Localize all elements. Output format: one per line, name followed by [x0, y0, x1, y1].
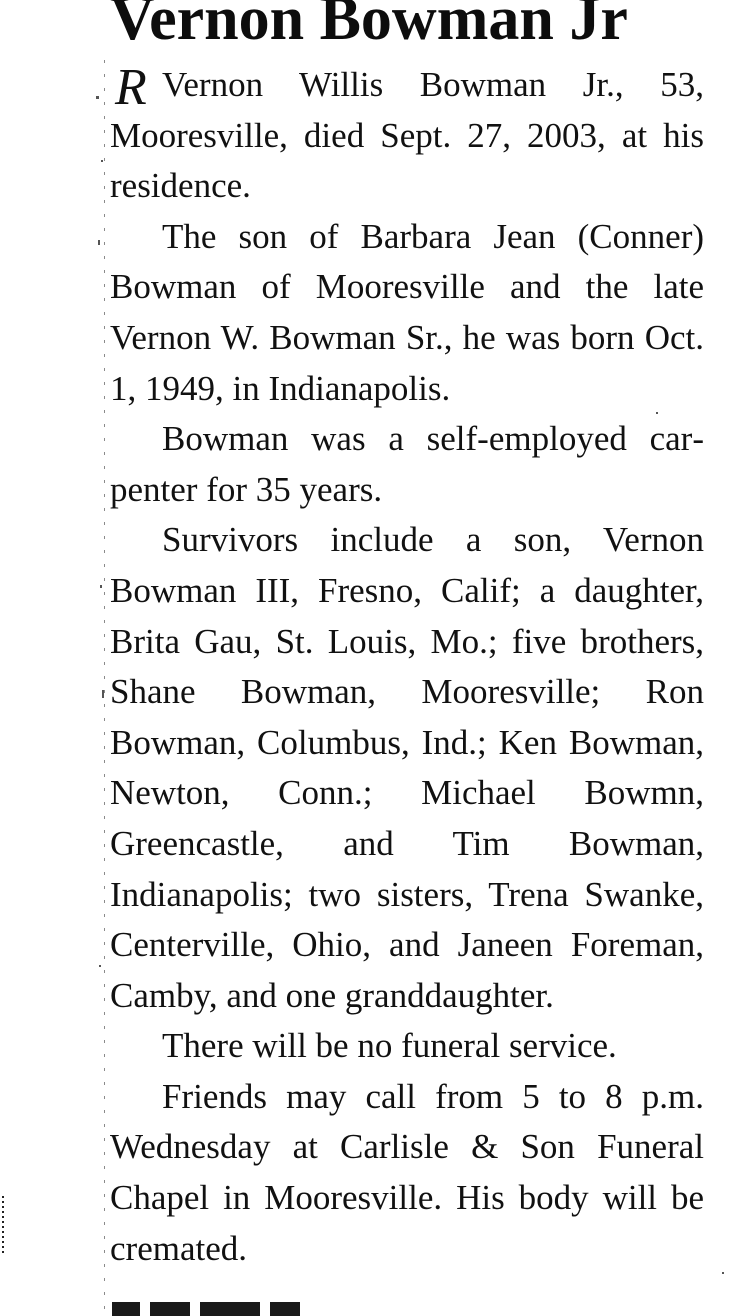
obituary-paragraph-death: Vernon Willis Bowman Jr., 53, Mooresville, died Sept. 27, 2003, at his residence. — [110, 65, 704, 206]
scan-margin-mark — [2, 1196, 4, 1256]
scan-speck — [101, 160, 103, 162]
scan-speck — [99, 965, 101, 967]
obituary-column — [110, 0, 704, 1274]
obituary-paragraph-service: There will be no funeral service. — [162, 1026, 617, 1066]
scan-fold-line — [104, 60, 105, 1310]
obituary-paragraph-career: Bowman was a self-employed carpenter for 35 years. — [110, 419, 704, 509]
handwritten-mark: R — [115, 59, 147, 116]
next-headline-fragment — [112, 1300, 412, 1316]
obituary-paragraph-survivors: Survivors include a son, Vernon Bowman III, Fresno, Calif; a daughter, Brita Gau, St. Louis, Mo.; five brothers, Shane Bowman, Mooresville; Ron Bowman, Columbus, Ind.; Ken Bowman, Newton, Conn.; Michael Bowmn, Greencastle, and Tim Bowman, Indianapolis; two sisters, Trena Swanke, Centerville, Ohio, and Janeen Foreman, Camby, and one granddaughter. — [110, 520, 704, 1015]
obituary-paragraph-visitation: Friends may call from 5 to 8 p.m. Wednesday at Carlisle & Son Funeral Chapel in Mooresville. His body will be cremated. — [110, 1076, 704, 1268]
scan-speck — [656, 412, 658, 414]
scan-speck — [102, 690, 104, 698]
scan-speck — [98, 240, 100, 245]
obituary-paragraph-parents: The son of Barbara Jean (Conner) Bowman of Mooresville and the late Vernon W. Bowman Sr., he was born Oct. 1, 1949, in Indianapolis. — [110, 216, 704, 408]
scan-speck — [722, 1272, 724, 1274]
scan-speck — [100, 585, 102, 588]
scan-speck — [96, 96, 99, 99]
obituary-headline: Vernon Bowman Jr — [110, 0, 628, 53]
